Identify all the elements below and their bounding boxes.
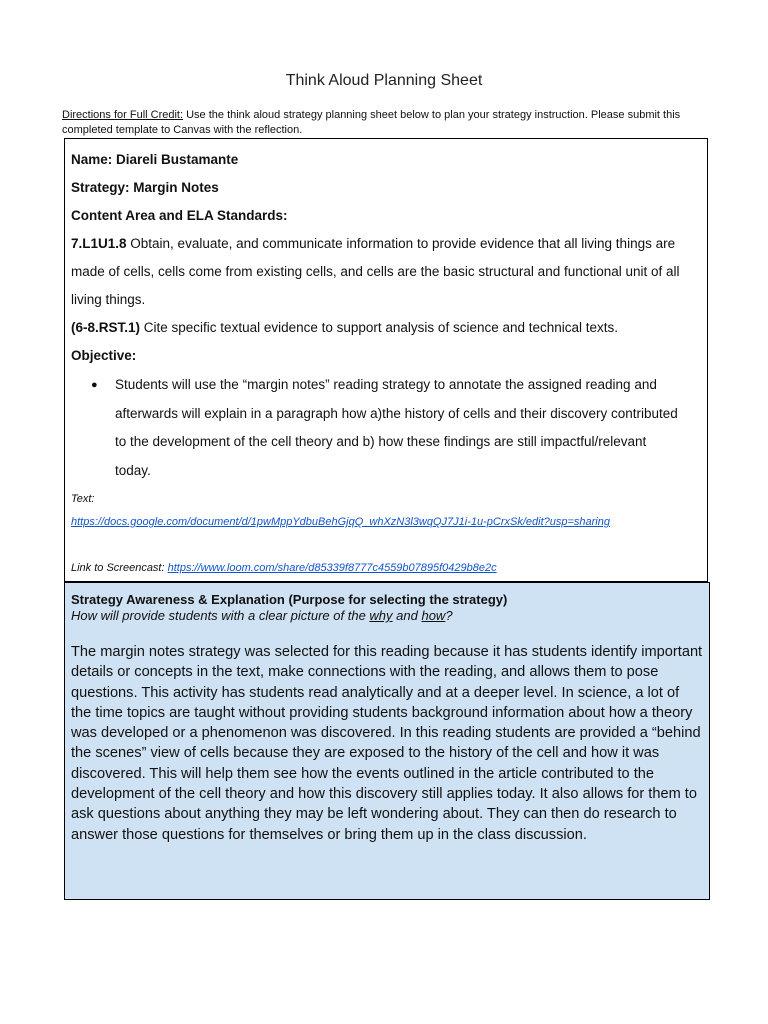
- directions: [62, 108, 712, 138]
- standards-heading: Content Area and ELA Standards:: [71, 208, 288, 223]
- awareness-paragraph: The margin notes strategy was selected for this reading because it has students identify important details or concepts in the text, make connections with the reading, and allows them to pose questions. This activity has students read analytically and at a deeper level. In science, a lot of the time topics are taught without providing students background information about how a theory was developed or a phenomenon was discovered. In this reading students are provided a “behind the scenes” view of cells because they are exposed to the history of the cell and how it was discovered. This will help them see how the events outlined in the article contributed to the development of the cell theory and how this discovery still applies today. It also allows for them to ask questions about anything they may be left wondering about. They can then do research to answer those questions for themselves or bring them up in the class discussion.: [71, 644, 703, 843]
- subheading-question-mark: ?: [445, 608, 453, 623]
- standard-1-text: Obtain, evaluate, and communicate information to provide evidence that all living things are: [126, 236, 676, 251]
- awareness-heading: Strategy Awareness & Explanation (Purpose for selecting the strategy): [71, 592, 508, 607]
- standard-2: [71, 314, 701, 342]
- standard-1-line-3: living things.: [71, 292, 146, 307]
- text-label: Text:: [71, 493, 95, 505]
- subheading-how: how: [421, 608, 446, 623]
- planning-box: [64, 138, 708, 582]
- objective-line: afterwards will explain in a paragraph how a)the history of cells and their discovery contributed: [115, 405, 678, 421]
- strategy-awareness-panel: [64, 582, 710, 900]
- standard-1-code: 7.L1U1.8: [71, 236, 127, 251]
- awareness-subheading: [71, 608, 703, 624]
- text-link-row: [71, 511, 701, 534]
- subheading-text: How will provide students with a clear picture of the: [71, 608, 370, 623]
- screencast-row: [71, 557, 701, 580]
- directions-text: Use the think aloud strategy planning sheet below to plan your strategy instruction. Please submit this completed template to Canvas with the reflection.: [62, 109, 681, 136]
- subheading-and: and: [392, 608, 422, 623]
- objective-heading: Objective:: [71, 348, 137, 363]
- objective-line: Students will use the “margin notes” reading strategy to annotate the assigned reading and: [115, 377, 657, 392]
- screencast-label: Link to Screencast:: [71, 562, 168, 574]
- bullet-icon: ●: [91, 379, 98, 391]
- student-name: Name: Diareli Bustamante: [71, 152, 239, 167]
- standard-1: [71, 230, 701, 258]
- standard-2-text: Cite specific textual evidence to support analysis of science and technical texts.: [140, 320, 619, 335]
- directions-label: Directions for Full Credit:: [62, 109, 184, 121]
- text-link[interactable]: https://docs.google.com/document/d/1pwMppYdbuBehGjqQ_whXzN3l3wqQJ7J1i-1u-pCrxSk/edit?usp=sharing: [71, 516, 610, 528]
- subheading-why: why: [369, 608, 393, 623]
- screencast-link[interactable]: https://www.loom.com/share/d85339f8777c4559b07895f0429b8e2c: [167, 562, 497, 574]
- objective-bullet: [71, 371, 701, 485]
- standard-1-line-2: made of cells, cells come from existing cells, and cells are the basic structural and functional unit of all: [71, 264, 680, 279]
- objective-line: to the development of the cell theory and b) how these findings are still impactful/relevant: [115, 434, 647, 449]
- objective-line: today.: [115, 462, 151, 478]
- page-title: Think Aloud Planning Sheet: [285, 72, 483, 89]
- strategy-name: Strategy: Margin Notes: [71, 180, 219, 195]
- standard-2-code: (6-8.RST.1): [71, 320, 141, 335]
